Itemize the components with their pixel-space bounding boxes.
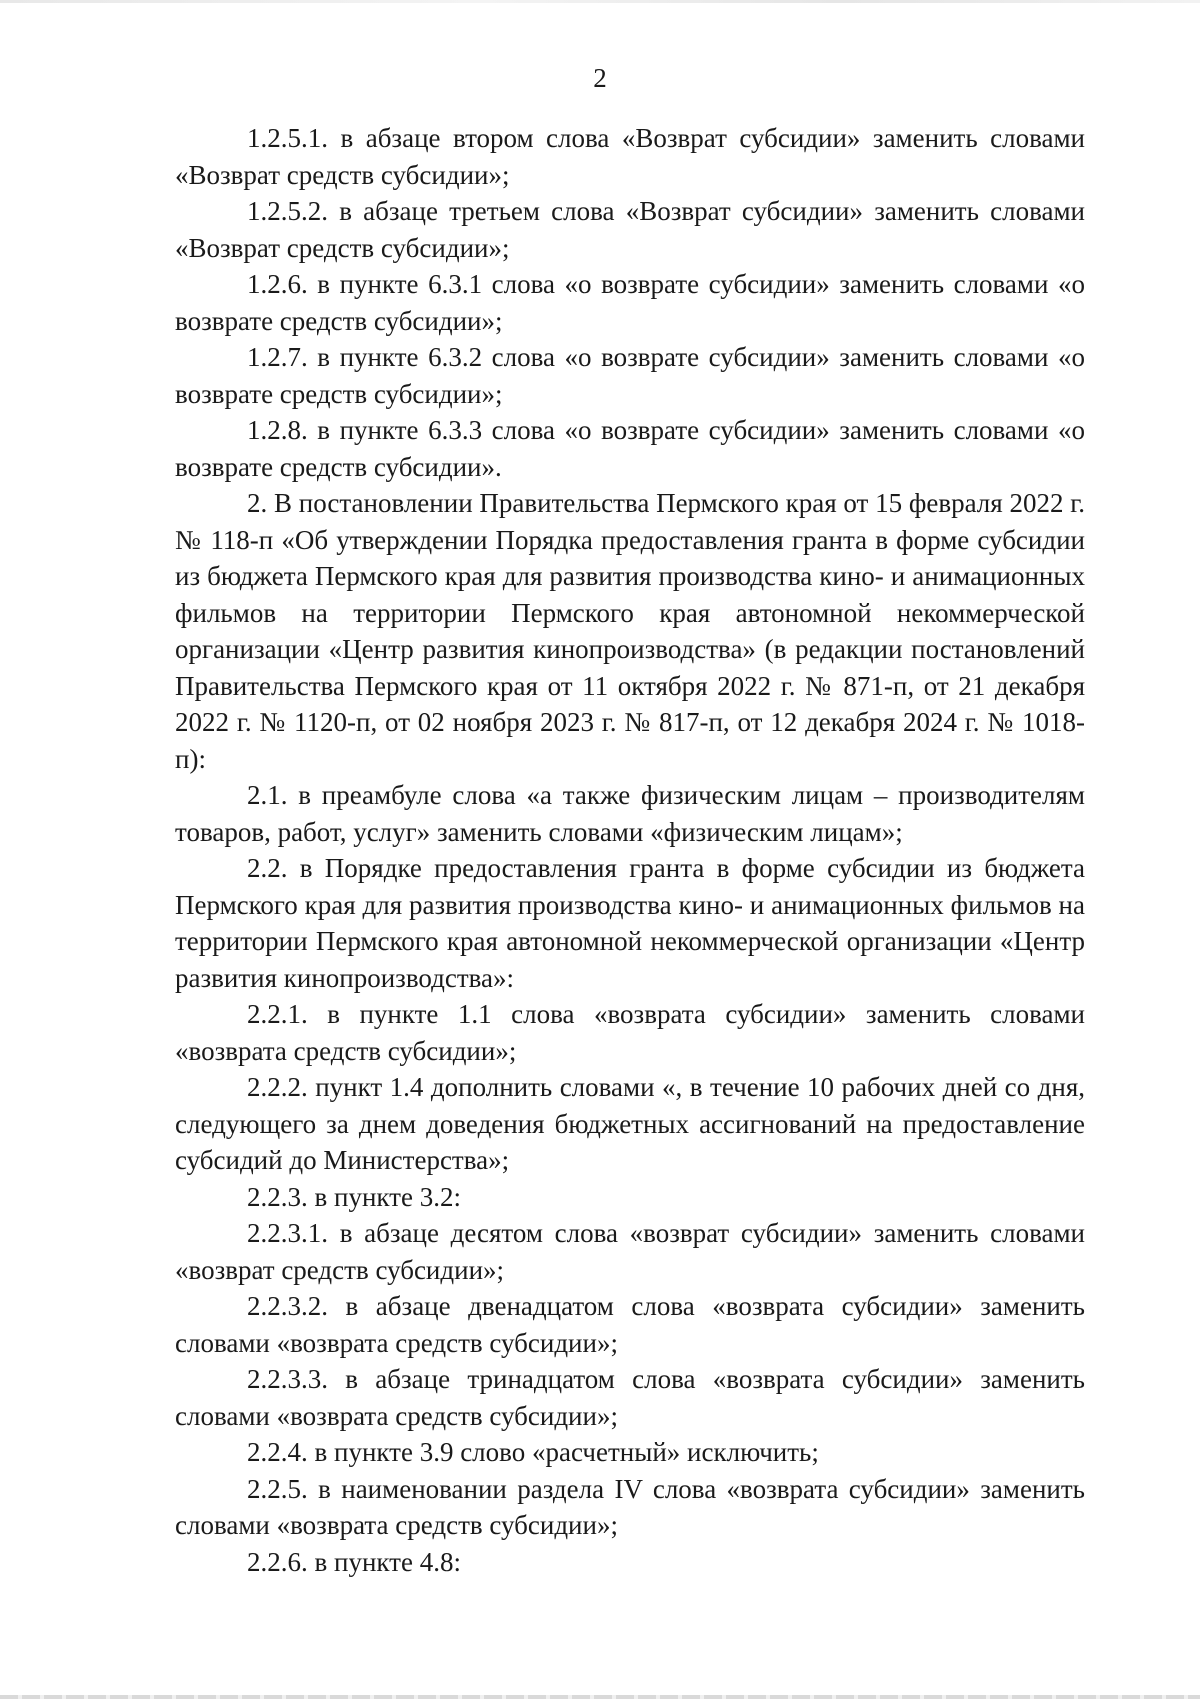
document-body (175, 120, 1085, 1580)
paragraph: 2.2.3.3. в абзаце тринадцатом слова «возврата субсидии» заменить словами «возврата средств субсидии»; (175, 1364, 1085, 1431)
paragraph: 1.2.6. в пункте 6.3.1 слова «о возврате субсидии» заменить словами «о возврате средств субсидии»; (175, 269, 1085, 336)
paragraph: 2.2.1. в пункте 1.1 слова «возврата субсидии» заменить словами «возврата средств субсидии»; (175, 999, 1085, 1066)
paragraph: 2.2.4. в пункте 3.9 слово «расчетный» исключить; (247, 1437, 819, 1467)
paragraph: 2.2.2. пункт 1.4 дополнить словами «, в течение 10 рабочих дней со дня, следующего за днем доведения бюджетных ассигнований на предоставление субсидий до Министерства»; (175, 1072, 1085, 1175)
paragraph: 1.2.5.2. в абзаце третьем слова «Возврат субсидии» заменить словами «Возврат средств субсидии»; (175, 196, 1085, 263)
paragraph: 1.2.7. в пункте 6.3.2 слова «о возврате субсидии» заменить словами «о возврате средств субсидии»; (175, 342, 1085, 409)
scan-edge-bottom (0, 1695, 1200, 1699)
paragraph: 1.2.8. в пункте 6.3.3 слова «о возврате субсидии» заменить словами «о возврате средств субсидии». (175, 415, 1085, 482)
paragraph: 2.2.3.1. в абзаце десятом слова «возврат субсидии» заменить словами «возврат средств субсидии»; (175, 1218, 1085, 1285)
paragraph: 2.2.5. в наименовании раздела IV слова «возврата субсидии» заменить словами «возврата средств субсидии»; (175, 1473, 1085, 1540)
paragraph: 2.2.3. в пункте 3.2: (247, 1181, 461, 1212)
paragraph: 1.2.5.1. в абзаце втором слова «Возврат субсидии» заменить словами «Возврат средств субсидии»; (175, 123, 1085, 190)
paragraph: 2.2.3.2. в абзаце двенадцатом слова «возврата субсидии» заменить словами «возврата средств субсидии»; (175, 1291, 1085, 1358)
paragraph: 2. В постановлении Правительства Пермского края от 15 февраля 2022 г. № 118-п «Об утверждении Порядка предоставления гранта в форме субсидии из бюджета Пермского края для развития производства кино- и анимационных фильмов на территории Пермского края автономной некоммерческой организации «Центр развития кинопроизводства» (в редакции постановлений Правительства Пермского края от 11 октября 2022 г. № 871-п, от 21 декабря 2022 г. № 1120-п, от 02 ноября 2023 г. № 817-п, от 12 декабря 2024 г. № 1018-п): (175, 488, 1085, 774)
scan-edge-top (0, 0, 1200, 3)
page-number: 2 (593, 63, 607, 93)
paragraph: 2.1. в преамбуле слова «а также физическим лицам – производителям товаров, работ, услуг» заменить словами «физическим лицам»; (175, 780, 1085, 847)
paragraph: 2.2. в Порядке предоставления гранта в форме субсидии из бюджета Пермского края для развития производства кино- и анимационных фильмов на территории Пермского края автономной некоммерческой организации «Центр развития кинопроизводства»: (175, 853, 1085, 993)
paragraph: 2.2.6. в пункте 4.8: (247, 1546, 461, 1577)
